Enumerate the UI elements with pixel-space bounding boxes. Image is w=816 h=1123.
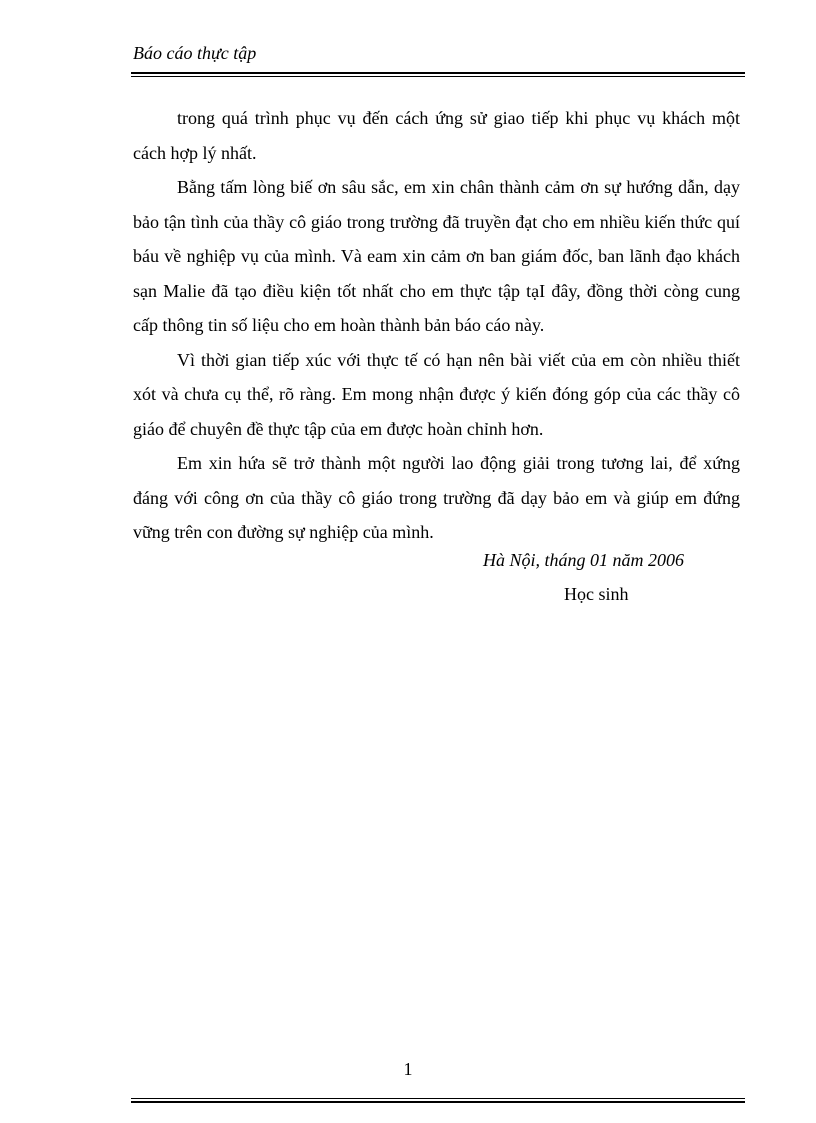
paragraph-limitations: Vì thời gian tiếp xúc với thực tế có hạn nên bài viết của em còn nhiều thiết xót và chưa cụ thể, rõ ràng. Em mong nhận được ý kiến đóng góp của các thầy cô giáo để chuyên đề thực tập của em được hoàn chỉnh hơn. <box>133 349 740 439</box>
header-rule <box>131 72 745 77</box>
signoff-role: Học sinh <box>564 584 629 604</box>
paragraph-gratitude: Bằng tấm lòng biế ơn sâu sắc, em xin chân thành cảm ơn sự hướng dẫn, dạy bảo tận tình của thầy cô giáo trong trường đã truyền đạt cho em nhiều kiến thức quí báu về nghiệp vụ của mình. Và eam xin cảm ơn ban giám đốc, ban lãnh đạo khách sạn Malie đã tạo điều kiện tốt nhất cho em thực tập tạI đây, đồng thời còng cung cấp thông tin số liệu cho em hoàn thành bản báo cáo này. <box>133 177 740 335</box>
footer-rule <box>131 1098 745 1103</box>
paragraph-continuation: trong quá trình phục vụ đến cách ứng sử giao tiếp khi phục vụ khách một cách hợp lý nhất. <box>133 108 740 163</box>
paragraph-promise: Em xin hứa sẽ trở thành một người lao động giải trong tương lai, để xứng đáng với công ơn của thầy cô giáo trong trường đã dạy bảo em và giúp em đứng vững trên con đường sự nghiệp của mình. <box>133 453 740 542</box>
page-number: 1 <box>403 1059 413 1079</box>
body-text <box>133 101 740 550</box>
signoff-place-date: Hà Nội, tháng 01 năm 2006 <box>483 550 685 570</box>
running-header-title: Báo cáo thực tập <box>133 43 257 63</box>
